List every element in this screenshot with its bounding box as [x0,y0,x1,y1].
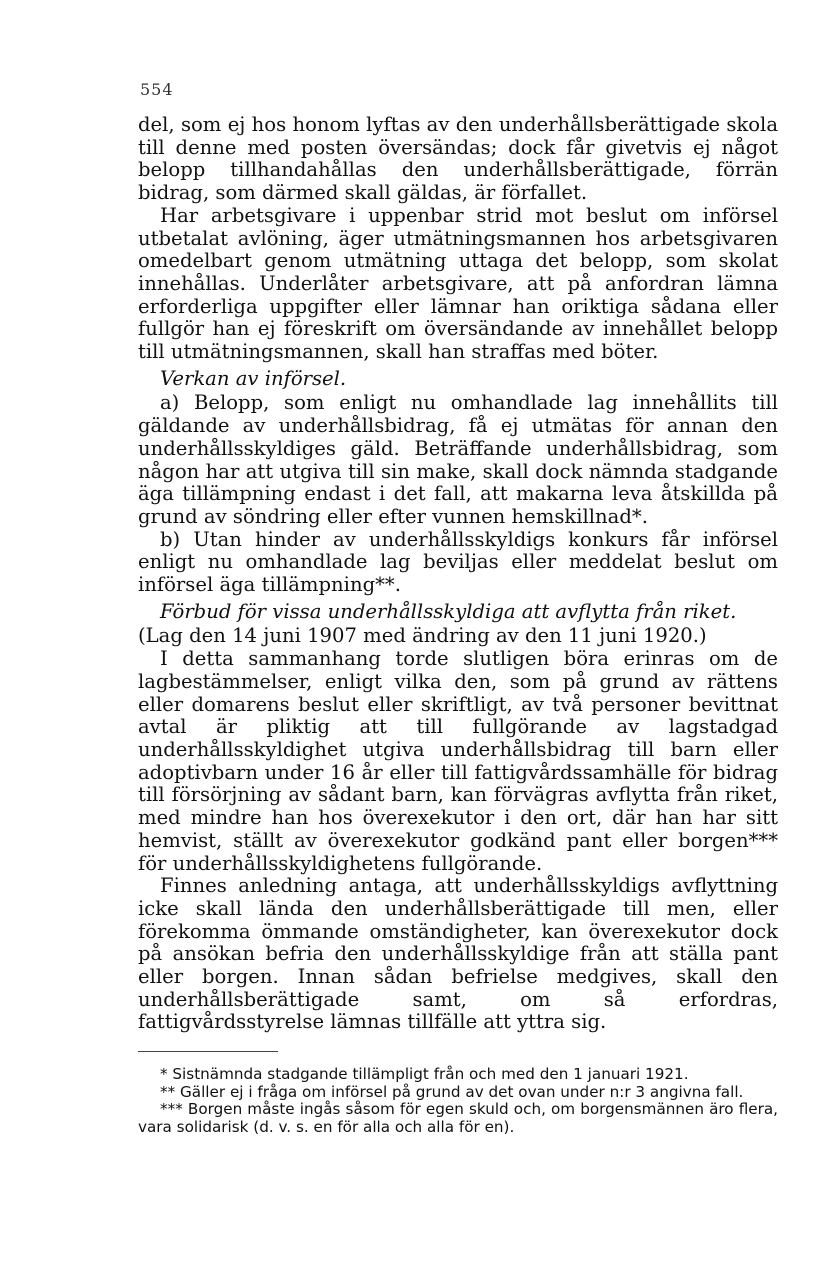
page-number: 554 [140,80,174,99]
footnotes [138,1066,778,1136]
section-heading-effect: Verkan av införsel. [160,366,347,390]
footnote-divider [138,1051,278,1052]
paragraph-a: a) Belopp, som enligt nu omhandlade lag innehållits till gäldande av underhållsbidrag, få ej utmätas för annan den underhållsskyldiges gäld. Beträffande underhållsbidrag, som någon har att utgiva till sin make, skall dock nämnda stadgande äga tillämpning endast i det fall, att makarna leva åtskillda på grund av söndring eller efter vunnen hemskillnad*. [138,391,778,528]
law-reference: (Lag den 14 juni 1907 med ändring av den 11 juni 1920.) [138,624,707,648]
paragraph-continuation: del, som ej hos honom lyftas av den underhållsberättigade skola till denne med posten översändas; dock får givetvis ej något belopp tillhandahållas den underhållsberättigade, förrän bidrag, som därmed skall gäldas, är förfallet. [138,113,778,205]
paragraph-b: b) Utan hinder av underhållsskyldigs konkurs får införsel enligt nu omhandlade lag beviljas eller meddelat beslut om införsel äga tillämpning**. [138,527,778,597]
body-text [138,114,778,1034]
footnote-2: ** Gäller ej i fråga om införsel på grund av det ovan under n:r 3 angivna fall. [160,1082,744,1101]
paragraph-exemption: Finnes anledning antaga, att underhållsskyldigs avflyttning icke skall lända den underhållsberättigade till men, eller förekomma ömmande omständigheter, kan överexekutor dock på ansökan befria den underhållsskyldige från att ställa pant eller borgen. Innan sådan befrielse medgives, skall den underhållsberättigade samt, om så erfordras, fattigvårdsstyrelse lämnas tillfälle att yttra sig. [138,874,778,1034]
paragraph-employer-liability: Har arbetsgivare i uppenbar strid mot beslut om införsel utbetalat avlöning, äger utmätningsmannen hos arbetsgivaren omedelbart genom utmätning uttaga det belopp, som skolat innehållas. Underlåter arbetsgivare, att på anfordran lämna erforderliga uppgifter eller lämnar han oriktiga sådana eller fullgör han ej föreskrift om översändande av innehållet belopp till utmätningsmannen, skall han straffas med böter. [138,203,778,364]
paragraph-context: I detta sammanhang torde slutligen böra erinras om de lagbestämmelser, enligt vilka den, som på grund av rättens eller domarens beslut eller skriftligt, av två personer bevittnat avtal är pliktig att till fullgörande av lagstadgad underhållsskyldighet utgiva underhållsbidrag till barn eller adoptivbarn under 16 år eller till fattigvårdssamhälle för bidrag till försörjning av sådant barn, kan förvägras avflytta från riket, med mindre han hos överexekutor i den ort, där han har sitt hemvist, ställt av överexekutor godkänd pant eller borgen*** för underhållsskyldighetens fullgörande. [138,647,778,875]
footnote-3: *** Borgen måste ingås såsom för egen skuld och, om borgensmännen äro flera, vara solidarisk (d. v. s. en för alla och alla för en). [138,1100,778,1136]
footnote-1: * Sistnämnda stadgande tillämpligt från och med den 1 januari 1921. [160,1065,689,1083]
section-heading-prohibition: Förbud för vissa underhållsskyldiga att avflytta från riket. [160,599,737,623]
